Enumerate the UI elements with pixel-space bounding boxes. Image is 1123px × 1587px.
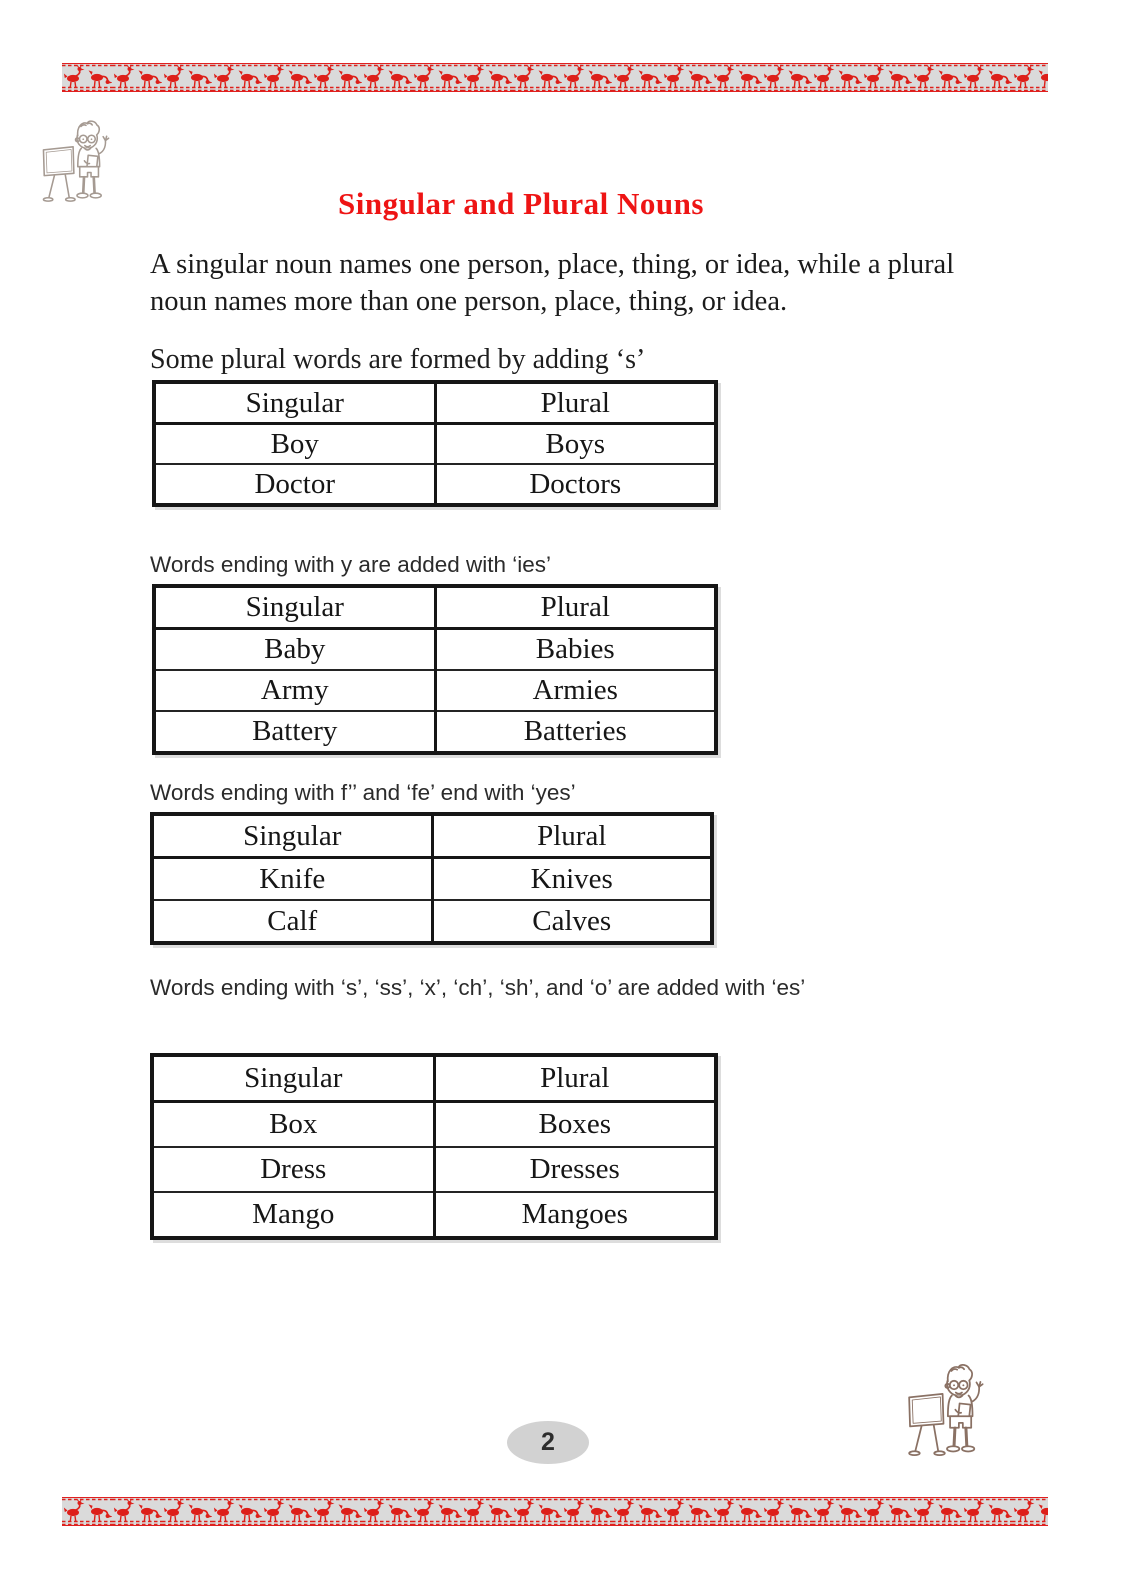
section-caption-ies: Words ending with y are added with ‘ies’ <box>150 552 552 577</box>
boy-whiteboard-icon <box>38 110 116 214</box>
plural-cell: Mangoes <box>434 1192 716 1238</box>
boy-whiteboard-icon <box>903 1356 991 1466</box>
table-row <box>154 464 716 505</box>
table-row <box>152 1147 716 1192</box>
ornamental-border-bottom <box>62 1497 1048 1526</box>
plural-cell: Calves <box>432 900 712 943</box>
table-f-fe <box>150 812 714 945</box>
header-plural: Plural <box>435 586 716 629</box>
mascot-boy-whiteboard-top <box>38 110 116 214</box>
singular-cell: Baby <box>154 629 435 671</box>
flamingo-pattern-icon <box>62 1498 1048 1525</box>
singular-cell: Battery <box>154 711 435 753</box>
plural-cell: Dresses <box>434 1147 716 1192</box>
intro-paragraph: A singular noun names one person, place, thing, or idea, while a plural noun names more than one person, place, thing, or idea. <box>150 249 955 317</box>
plural-cell: Boys <box>435 424 716 465</box>
singular-cell: Dress <box>152 1147 434 1192</box>
flamingo-pattern-icon <box>62 64 1048 91</box>
singular-cell: Knife <box>152 858 432 901</box>
table-header-row <box>152 1055 716 1102</box>
singular-cell: Mango <box>152 1192 434 1238</box>
header-singular: Singular <box>152 1055 434 1102</box>
singular-cell: Army <box>154 670 435 711</box>
table-row <box>152 1192 716 1238</box>
plural-cell: Boxes <box>434 1102 716 1148</box>
table-header-row <box>154 382 716 424</box>
header-singular: Singular <box>152 814 432 858</box>
plural-cell: Armies <box>435 670 716 711</box>
table-add-s <box>152 380 718 507</box>
table-header-row <box>154 586 716 629</box>
mascot-boy-whiteboard-bottom <box>903 1356 991 1466</box>
table-es <box>150 1053 718 1240</box>
table-row <box>154 424 716 465</box>
plural-cell: Babies <box>435 629 716 671</box>
table-row <box>154 711 716 753</box>
table-ies <box>152 584 718 755</box>
header-plural: Plural <box>432 814 712 858</box>
header-singular: Singular <box>154 586 435 629</box>
table-row <box>154 629 716 671</box>
plural-cell: Knives <box>432 858 712 901</box>
page-number-badge: 2 <box>507 1421 589 1464</box>
table-row <box>152 900 712 943</box>
plural-cell: Doctors <box>435 464 716 505</box>
singular-cell: Box <box>152 1102 434 1148</box>
table-row <box>154 670 716 711</box>
singular-cell: Doctor <box>154 464 435 505</box>
ornamental-border-top <box>62 63 1048 92</box>
header-singular: Singular <box>154 382 435 424</box>
singular-cell: Boy <box>154 424 435 465</box>
section-caption-f-fe: Words ending with f’’ and ‘fe’ end with ‘yes’ <box>150 780 576 805</box>
section-caption-es: Words ending with ‘s’, ‘ss’, ‘x’, ‘ch’, ‘sh’, and ‘o’ are added with ‘es’ <box>150 975 806 1000</box>
header-plural: Plural <box>435 382 716 424</box>
page-title: Singular and Plural Nouns <box>338 186 704 221</box>
table-header-row <box>152 814 712 858</box>
table-row <box>152 1102 716 1148</box>
table-row <box>152 858 712 901</box>
header-plural: Plural <box>434 1055 716 1102</box>
section-caption-add-s: Some plural words are formed by adding ‘s’ <box>150 344 646 375</box>
singular-cell: Calf <box>152 900 432 943</box>
plural-cell: Batteries <box>435 711 716 753</box>
